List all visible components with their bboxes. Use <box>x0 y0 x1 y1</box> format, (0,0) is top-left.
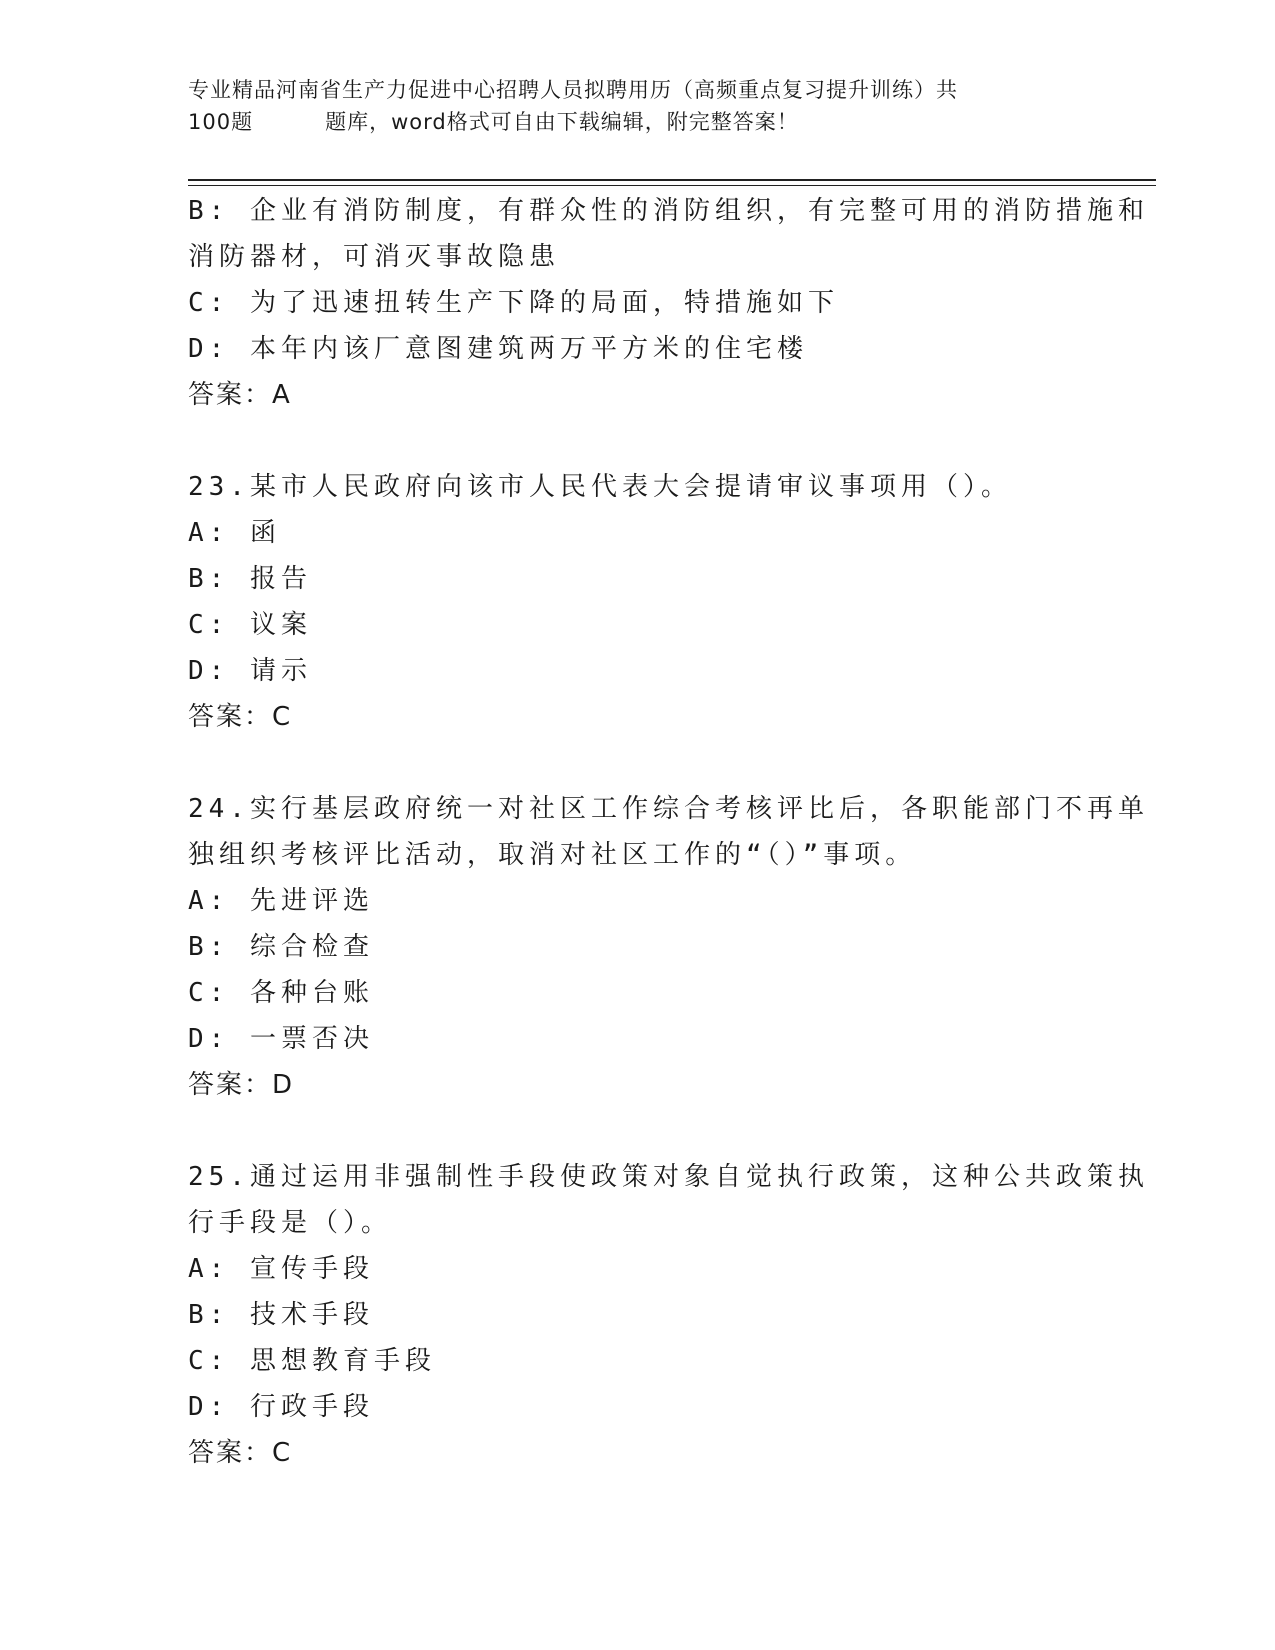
header-title-line1: 专业精品河南省生产力促进中心招聘人员拟聘用历（高频重点复习提升训练）共 <box>188 78 958 102</box>
header-question-count: 100题 <box>188 110 254 134</box>
option-b-continued: 消防器材，可消灭事故隐患 <box>188 242 561 272</box>
answer-label: 答案：A <box>188 380 292 410</box>
spacer <box>188 418 1088 464</box>
question-block-22 <box>188 188 1149 418</box>
question-stem: 25.通过运用非强制性手段使政策对象自觉执行政策，这种公共政策执 <box>188 1162 1149 1192</box>
answer-label: 答案：C <box>188 702 293 732</box>
option-b: B: 技术手段 <box>188 1300 374 1330</box>
option-b: B: 企业有消防制度，有群众性的消防组织，有完整可用的消防措施和 <box>188 196 1149 226</box>
question-block-24 <box>188 786 1149 1108</box>
option-c: C: 议案 <box>188 610 312 640</box>
spacer <box>188 1108 1088 1154</box>
header-subtitle: 题库，word格式可自由下载编辑，附完整答案！ <box>325 110 799 134</box>
option-b: B: 报告 <box>188 564 312 594</box>
question-stem-continued: 独组织考核评比活动，取消对社区工作的“（）”事项。 <box>188 840 917 870</box>
question-block-23 <box>188 464 1088 740</box>
option-d: D: 请示 <box>188 656 312 686</box>
option-a: A: 函 <box>188 518 281 548</box>
option-d: D: 一票否决 <box>188 1024 374 1054</box>
option-a: A: 宣传手段 <box>188 1254 374 1284</box>
option-d: D: 本年内该厂意图建筑两万平方米的住宅楼 <box>188 334 808 364</box>
question-stem: 24.实行基层政府统一对社区工作综合考核评比后，各职能部门不再单 <box>188 794 1149 824</box>
option-a: A: 先进评选 <box>188 886 374 916</box>
option-c: C: 为了迅速扭转生产下降的局面，特措施如下 <box>188 288 839 318</box>
header-title-line2 <box>188 106 1088 138</box>
question-stem: 23.某市人民政府向该市人民代表大会提请审议事项用（）。 <box>188 472 1012 502</box>
answer-label: 答案：D <box>188 1070 295 1100</box>
question-stem-continued: 行手段是（）。 <box>188 1208 393 1238</box>
header-divider-thin <box>188 185 1156 186</box>
option-d: D: 行政手段 <box>188 1392 374 1422</box>
option-b: B: 综合检查 <box>188 932 374 962</box>
question-block-25 <box>188 1154 1149 1476</box>
option-c: C: 思想教育手段 <box>188 1346 436 1376</box>
answer-label: 答案：C <box>188 1438 293 1468</box>
question-list <box>188 188 1149 1476</box>
document-header <box>188 74 1088 138</box>
spacer <box>188 740 1088 786</box>
header-divider-thick <box>188 179 1156 181</box>
option-c: C: 各种台账 <box>188 978 374 1008</box>
